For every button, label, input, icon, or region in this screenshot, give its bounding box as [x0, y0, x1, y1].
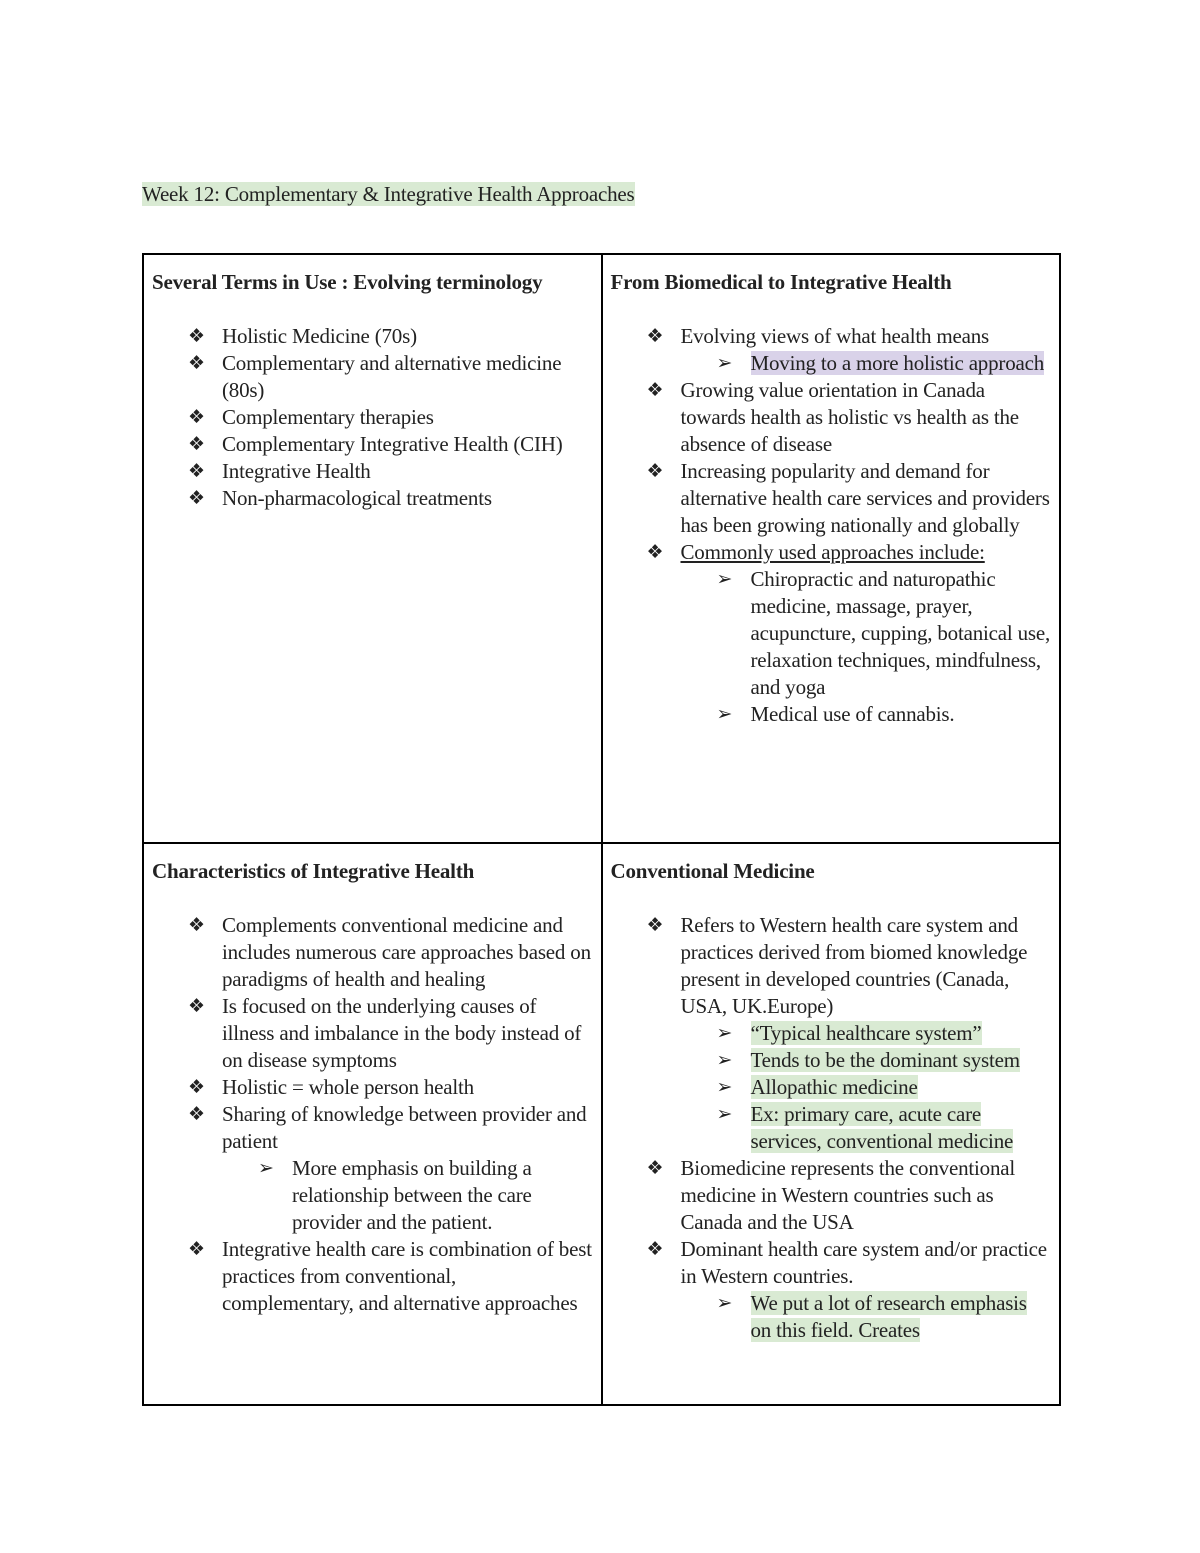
arrow-bullet-icon: ➢: [716, 1292, 733, 1314]
arrow-bullet-icon: ➢: [716, 1049, 733, 1071]
arrow-bullet-icon: ➢: [716, 568, 733, 590]
cell-heading: Characteristics of Integrative Health: [152, 859, 475, 883]
arrow-bullet-icon: ➢: [258, 1157, 274, 1179]
arrow-bullet-icon: ➢: [716, 703, 733, 725]
diamond-bullet-icon: ❖: [646, 460, 664, 482]
sub-list-item: ➢ We put a lot of research emphasis on this field. Creates: [716, 1291, 1027, 1342]
list-item: ❖ Complementary and alternative medicine (80s): [188, 351, 562, 402]
cell-conventional: [602, 843, 1061, 1405]
sub-list-item: ➢ Medical use of cannabis.: [716, 702, 955, 726]
diamond-bullet-icon: ❖: [188, 914, 205, 936]
sub-list-item: ➢ Allopathic medicine: [716, 1075, 918, 1099]
diamond-bullet-icon: ❖: [188, 995, 205, 1017]
diamond-bullet-icon: ❖: [646, 325, 664, 347]
list-item: ❖ Commonly used approaches include: ➢ Chiropractic and naturopathic medicine, massage, prayer, acupuncture, cupping, botanical use, relaxation techniques, mindfulness, and yoga ➢ Medical use of cannabis.: [646, 540, 1051, 726]
list-item: ❖ Growing value orientation in Canada towards health as holistic vs health as the absence of disease: [646, 378, 1019, 456]
diamond-bullet-icon: ❖: [646, 541, 664, 563]
list-item: ❖ Complementary therapies: [188, 405, 434, 429]
list-item: ❖ Complementary Integrative Health (CIH): [188, 432, 563, 456]
diamond-bullet-icon: ❖: [188, 1076, 205, 1098]
cell-heading: Several Terms in Use : Evolving terminology: [152, 270, 543, 294]
diamond-bullet-icon: ❖: [188, 352, 205, 374]
cell-characteristics: [143, 843, 602, 1405]
diamond-bullet-icon: ❖: [188, 487, 205, 509]
arrow-bullet-icon: ➢: [716, 1076, 733, 1098]
sub-list-item: ➢ “Typical healthcare system”: [716, 1021, 982, 1045]
title-text: Week 12: Complementary & Integrative Health Approaches: [142, 182, 635, 206]
list-item: ❖ Increasing popularity and demand for alternative health care services and providers has been growing nationally and globally: [646, 459, 1050, 537]
sub-list: [681, 1020, 1052, 1155]
diamond-bullet-icon: ❖: [188, 433, 205, 455]
list-item: ❖ Biomedicine represents the conventional medicine in Western countries such as Canada and the USA: [646, 1156, 1016, 1234]
diamond-bullet-icon: ❖: [188, 406, 205, 428]
arrow-bullet-icon: ➢: [716, 1022, 733, 1044]
bullet-list: [152, 912, 593, 1317]
bullet-list: [611, 912, 1052, 1344]
list-item: ❖ Dominant health care system and/or practice in Western countries. ➢ We put a lot of research emphasis on this field. Creates: [611, 1236, 1052, 1344]
list-item: ❖ Integrative Health: [188, 459, 371, 483]
sub-list-item: ➢ Tends to be the dominant system: [716, 1048, 1020, 1072]
diamond-bullet-icon: ❖: [646, 1238, 664, 1260]
sub-list-item: ➢ Moving to a more holistic approach: [716, 351, 1045, 375]
notes-table: [142, 253, 1061, 1406]
list-item: ❖ Integrative health care is combination of best practices from conventional, complementary, and alternative approaches: [188, 1237, 592, 1315]
list-item: ❖ Holistic = whole person health: [188, 1075, 474, 1099]
cell-heading: From Biomedical to Integrative Health: [610, 270, 952, 294]
list-item: ❖ Is focused on the underlying causes of illness and imbalance in the body instead of on disease symptoms: [188, 994, 582, 1072]
diamond-bullet-icon: ❖: [646, 914, 664, 936]
diamond-bullet-icon: ❖: [188, 1103, 205, 1125]
list-item: ❖ Holistic Medicine (70s): [188, 324, 417, 348]
sub-list: [222, 1155, 593, 1236]
sub-list: [681, 1290, 1052, 1344]
list-item: ❖ Evolving views of what health means ➢ Moving to a more holistic approach: [611, 323, 1052, 377]
sub-list-item: ➢ Ex: primary care, acute care services, conventional medicine: [716, 1102, 1014, 1153]
table-row: [143, 254, 1060, 843]
sub-list-item: ➢ Chiropractic and naturopathic medicine, massage, prayer, acupuncture, cupping, botanical use, relaxation techniques, mindfulness, and yoga: [716, 567, 1051, 699]
list-item: ❖ Complements conventional medicine and includes numerous care approaches based on paradigms of health and healing: [188, 913, 591, 991]
bullet-list: [152, 323, 593, 512]
cell-biomedical: [602, 254, 1061, 843]
diamond-bullet-icon: ❖: [646, 379, 664, 401]
sub-list: [681, 350, 1052, 377]
list-item: ❖ Sharing of knowledge between provider and patient ➢ More emphasis on building a relationship between the care provider and the patient.: [152, 1101, 593, 1236]
bullet-list: [611, 323, 1052, 728]
cell-terms: [143, 254, 602, 843]
page-title: [142, 180, 635, 208]
diamond-bullet-icon: ❖: [188, 460, 205, 482]
cell-heading: Conventional Medicine: [610, 859, 815, 883]
arrow-bullet-icon: ➢: [716, 1103, 733, 1125]
diamond-bullet-icon: ❖: [646, 1157, 664, 1179]
arrow-bullet-icon: ➢: [716, 352, 733, 374]
diamond-bullet-icon: ❖: [188, 1238, 205, 1260]
sub-list: [681, 566, 1052, 728]
list-item: ❖ Non-pharmacological treatments: [188, 486, 492, 510]
table-row: [143, 843, 1060, 1405]
sub-list-item: ➢ More emphasis on building a relationship between the care provider and the patient.: [258, 1156, 532, 1234]
diamond-bullet-icon: ❖: [188, 325, 205, 347]
list-item: ❖ Refers to Western health care system and practices derived from biomed knowledge present in developed countries (Canada, USA, UK.Europe) ➢ “Typical healthcare system” ➢ Tends to be the dominant system ➢ Allopathic medicine ➢ Ex: primary care, acute care services, conventional medicine: [611, 912, 1052, 1155]
